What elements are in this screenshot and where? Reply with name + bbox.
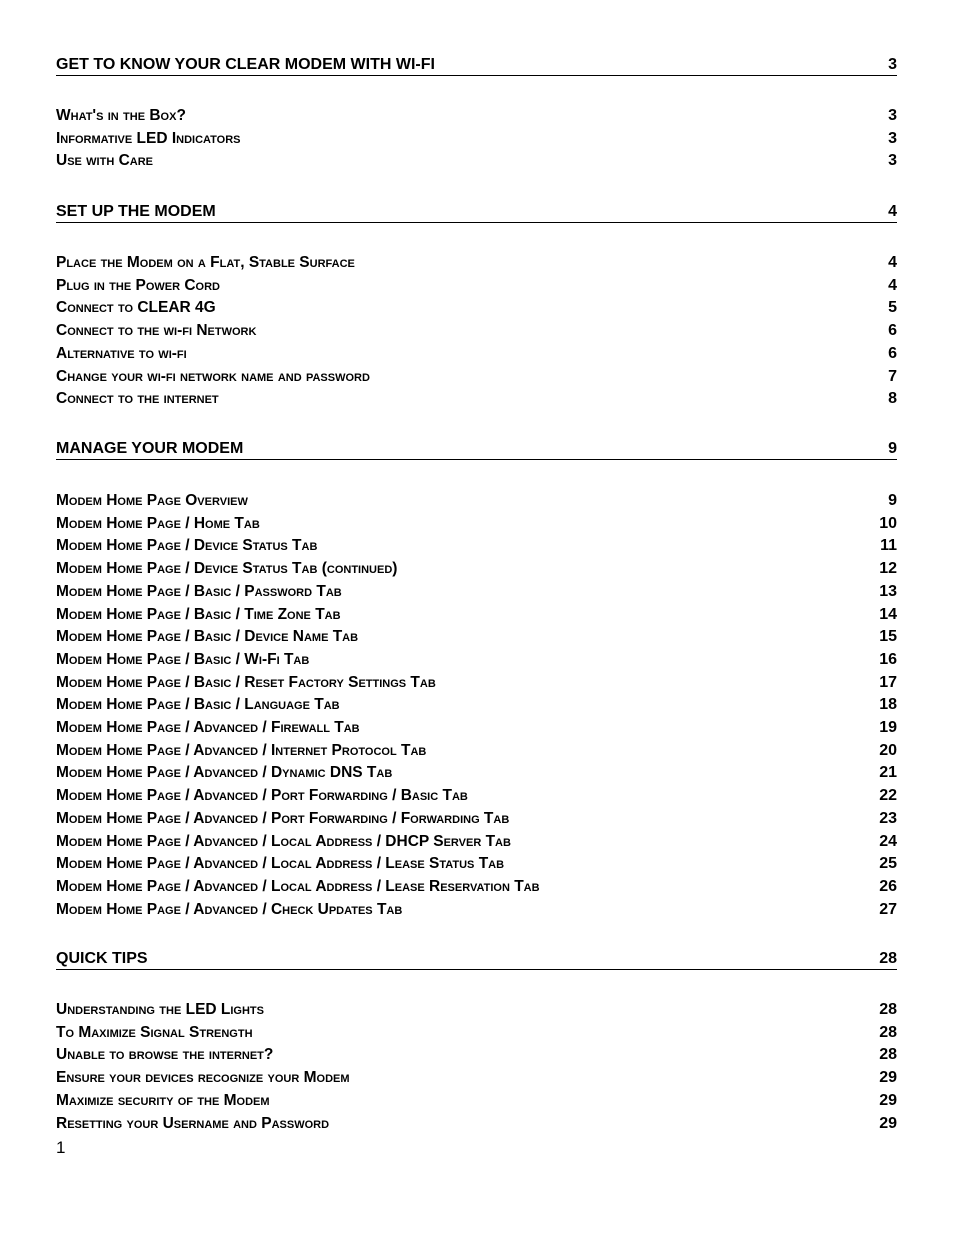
toc-entry-title: Modem Home Page Overview (56, 492, 248, 509)
toc-entry-page: 17 (879, 673, 897, 691)
toc-section-heading[interactable] (56, 440, 897, 460)
toc-entry[interactable] (56, 606, 897, 624)
toc-entry[interactable] (56, 345, 897, 363)
toc-entry[interactable] (56, 855, 897, 873)
toc-entry[interactable] (56, 299, 897, 317)
toc-entry-title: Modem Home Page / Device Status Tab (56, 537, 318, 555)
toc-entry-title: Modem Home Page / Advanced / Check Updates Tab (56, 900, 403, 918)
toc-entry-page: 3 (888, 107, 897, 124)
toc-section-heading[interactable] (56, 203, 897, 223)
toc-entry-page: 15 (879, 628, 897, 646)
toc-entry-title: Modem Home Page / Basic / Language Tab (56, 696, 340, 714)
toc-section-heading[interactable] (56, 56, 897, 76)
toc-entry-page: 11 (880, 537, 897, 555)
toc-entry-page: 19 (879, 719, 897, 736)
page-number: 1 (56, 1138, 66, 1157)
toc-entry[interactable] (56, 696, 897, 714)
toc-entry-page: 28 (879, 1023, 897, 1041)
toc-entry-title: Modem Home Page / Advanced / Local Address / Lease Reservation Tab (56, 877, 540, 895)
toc-entry[interactable] (56, 1069, 897, 1087)
toc-entry-title: Modem Home Page / Basic / Time Zone Tab (56, 605, 341, 623)
toc-entry-page: 8 (888, 390, 897, 408)
toc-section-page: 4 (888, 203, 897, 220)
toc-entry-page: 18 (879, 696, 897, 714)
toc-entry-page: 25 (879, 855, 897, 873)
toc-entry-title: Connect to the internet (56, 390, 219, 408)
toc-entry-page: 7 (888, 367, 897, 385)
toc-entry-title: Modem Home Page / Basic / Reset Factory Settings Tab (56, 673, 436, 691)
toc-entry[interactable] (56, 254, 897, 272)
toc-entry[interactable] (56, 130, 897, 148)
toc-entry-title: Modem Home Page / Basic / Device Name Tab (56, 628, 359, 646)
toc-section-page: 3 (888, 56, 897, 73)
toc-entry[interactable] (56, 719, 897, 737)
toc-entry-title: Use with Care (56, 152, 153, 170)
toc-entry-title: Connect to CLEAR 4G (56, 299, 216, 317)
toc-entry-page: 27 (879, 900, 897, 918)
toc-section-title: MANAGE YOUR MODEM (56, 440, 244, 457)
toc-entry[interactable] (56, 810, 897, 828)
toc-entry-title: Modem Home Page / Advanced / Local Address / DHCP Server Tab (56, 832, 511, 850)
toc-entry-title: Ensure your devices recognize your Modem (56, 1069, 350, 1087)
toc-entry-page: 24 (879, 832, 897, 850)
toc-entry-title: What's in the Box? (56, 107, 186, 124)
toc-entry-title: Modem Home Page / Device Status Tab (continued) (56, 560, 398, 578)
toc-entry[interactable] (56, 390, 897, 408)
toc-entry-page: 5 (888, 299, 897, 317)
toc-entry-title: Unable to browse the internet? (56, 1046, 274, 1064)
toc-entry-page: 12 (879, 560, 897, 578)
toc-entry-page: 28 (879, 1001, 897, 1018)
toc-entry-page: 14 (879, 605, 897, 623)
toc-entry[interactable] (56, 878, 897, 896)
toc-entry-title: Modem Home Page / Advanced / Dynamic DNS Tab (56, 764, 393, 782)
toc-entry-title: Modem Home Page / Advanced / Port Forwarding / Forwarding Tab (56, 809, 510, 827)
toc-entry-page: 13 (879, 582, 897, 600)
toc-entry-title: Modem Home Page / Advanced / Internet Protocol Tab (56, 741, 427, 759)
toc-entry[interactable] (56, 492, 897, 510)
toc-entry-title: To Maximize Signal Strength (56, 1023, 253, 1041)
toc-entry[interactable] (56, 537, 897, 555)
toc-entry-page: 4 (888, 276, 897, 294)
toc-entry-page: 22 (879, 787, 897, 805)
toc-entry-title: Informative LED Indicators (56, 129, 241, 147)
toc-entry-page: 6 (888, 344, 897, 362)
toc-entry-title: Resetting your Username and Password (56, 1114, 330, 1132)
toc-entry-title: Understanding the LED Lights (56, 1001, 264, 1018)
toc-entry-page: 29 (879, 1069, 897, 1087)
toc-section-title: SET UP THE MODEM (56, 203, 216, 220)
toc-entry[interactable] (56, 107, 897, 125)
toc-section-page: 9 (888, 440, 897, 457)
toc-entry[interactable] (56, 583, 897, 601)
toc-entry[interactable] (56, 152, 897, 170)
toc-entry-title: Plug in the Power Cord (56, 276, 220, 294)
toc-section-title: QUICK TIPS (56, 950, 148, 967)
toc-entry[interactable] (56, 515, 897, 533)
toc-entry-title: Connect to the wi-fi Network (56, 322, 257, 340)
toc-entry-page: 9 (888, 492, 897, 509)
toc-entry[interactable] (56, 764, 897, 782)
toc-entry-title: Modem Home Page / Advanced / Local Address / Lease Status Tab (56, 855, 505, 873)
toc-entry[interactable] (56, 560, 897, 578)
toc-section-heading[interactable] (56, 950, 897, 970)
toc-section-page: 28 (879, 950, 897, 967)
toc-entry-page: 21 (879, 764, 897, 782)
toc-entry[interactable] (56, 628, 897, 646)
toc-entry-page: 28 (879, 1046, 897, 1064)
toc-entry[interactable] (56, 901, 897, 919)
toc-entry-title: Place the Modem on a Flat, Stable Surface (56, 254, 355, 271)
toc-entry-page: 4 (888, 254, 897, 271)
toc-entry-page: 6 (888, 322, 897, 340)
toc-entry-page: 3 (888, 129, 897, 147)
toc-entry[interactable] (56, 368, 897, 386)
toc-entry[interactable] (56, 787, 897, 805)
toc-entry-page: 23 (879, 809, 897, 827)
toc-entry-title: Modem Home Page / Basic / Password Tab (56, 582, 342, 600)
toc-entry-page: 26 (879, 877, 897, 895)
toc-entry[interactable] (56, 742, 897, 760)
toc-entry[interactable] (56, 277, 897, 295)
toc-entry[interactable] (56, 651, 897, 669)
toc-entry-page: 16 (879, 650, 897, 668)
toc-entry-title: Change your wi-fi network name and password (56, 367, 370, 385)
toc-section-title: GET TO KNOW YOUR CLEAR MODEM WITH WI-FI (56, 56, 435, 73)
toc-entry-page: 29 (879, 1114, 897, 1132)
toc-entry-page: 29 (879, 1091, 897, 1109)
toc-entry-title: Maximize security of the Modem (56, 1091, 270, 1109)
toc-entry-title: Modem Home Page / Home Tab (56, 514, 260, 532)
toc-entry-title: Modem Home Page / Advanced / Firewall Tab (56, 719, 360, 736)
toc-entry[interactable] (56, 1115, 897, 1133)
toc-entry[interactable] (56, 674, 897, 692)
toc-entry-title: Modem Home Page / Basic / Wi-Fi Tab (56, 650, 310, 668)
toc-entry[interactable] (56, 322, 897, 340)
toc-entry[interactable] (56, 1092, 897, 1110)
toc-entry[interactable] (56, 1046, 897, 1064)
toc-entry[interactable] (56, 1001, 897, 1019)
toc-entry-title: Modem Home Page / Advanced / Port Forwarding / Basic Tab (56, 787, 468, 805)
toc-entry-page: 3 (888, 152, 897, 170)
toc-entry-title: Alternative to wi-fi (56, 344, 187, 362)
toc-entry[interactable] (56, 1024, 897, 1042)
toc-entry[interactable] (56, 833, 897, 851)
toc-entry-page: 20 (879, 741, 897, 759)
toc-entry-page: 10 (879, 514, 897, 532)
